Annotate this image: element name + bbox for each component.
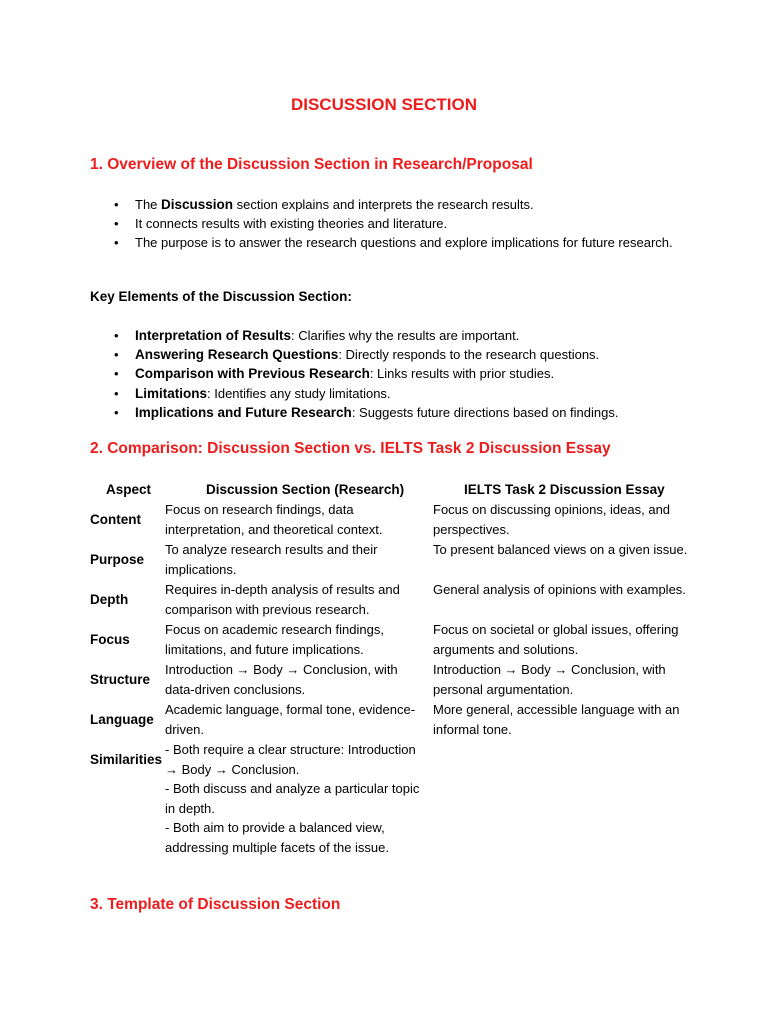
key-elements-list [90,326,690,422]
key-element-item: • Implications and Future Research: Suggests future directions based on findings. [90,403,690,422]
overview-bullet: • The purpose is to answer the research questions and explore implications for future research. [90,233,690,252]
key-element-item: • Limitations: Identifies any study limitations. [90,384,690,403]
overview-bullet-list [90,195,690,252]
table-header-row [90,478,690,500]
key-elements-heading: Key Elements of the Discussion Section: [90,289,352,304]
table-row: Content Focus on research findings, data interpretation, and theoretical context. Focus on discussing opinions, ideas, and perspectives. [90,502,671,537]
key-element-item: • Interpretation of Results: Clarifies why the results are important. [90,326,690,345]
table-row: Language Academic language, formal tone, evidence-driven. More general, accessible language with an informal tone. [90,702,680,737]
table-row: Structure Introduction → Body → Conclusion, with data-driven conclusions. Introduction → Body → Conclusion, with personal argumentation. [90,662,666,697]
section-3-heading: 3. Template of Discussion Section [90,896,341,913]
comparison-table [90,478,690,860]
header-research: Discussion Section (Research) [206,482,405,497]
table-row: Depth Requires in-depth analysis of results and comparison with previous research. General analysis of opinions with examples. [90,582,686,617]
section-1-heading: 1. Overview of the Discussion Section in Research/Proposal [90,156,533,173]
similarities-row: Similarities - Both require a clear structure: Introduction → Body → Conclusion. - Both discuss and analyze a particular topic in depth. - Both aim to provide a balanced view, addressing multiple facets of the issue. [90,740,690,860]
document-title: DISCUSSION SECTION [290,95,478,114]
key-element-item: • Answering Research Questions: Directly responds to the research questions. [90,345,690,364]
table-row: Focus Focus on academic research findings, limitations, and future implications. Focus on societal or global issues, offering arguments and solutions. [90,622,679,657]
header-ielts: IELTS Task 2 Discussion Essay [464,482,665,497]
table-row: Purpose To analyze research results and their implications. To present balanced views on a given issue. [90,542,688,577]
overview-bullet: • The Discussion section explains and interprets the research results. [90,195,690,214]
section-2-heading: 2. Comparison: Discussion Section vs. IELTS Task 2 Discussion Essay [90,440,611,457]
overview-bullet: • It connects results with existing theories and literature. [90,214,690,233]
header-aspect: Aspect [106,482,152,497]
similarities-cell: - Both require a clear structure: Introduction → Body → Conclusion. - Both discuss and analyze a particular topic in depth. - Both aim to provide a balanced view, addressing multiple facets of the issue. [165,742,420,855]
key-element-item: • Comparison with Previous Research: Links results with prior studies. [90,364,690,383]
